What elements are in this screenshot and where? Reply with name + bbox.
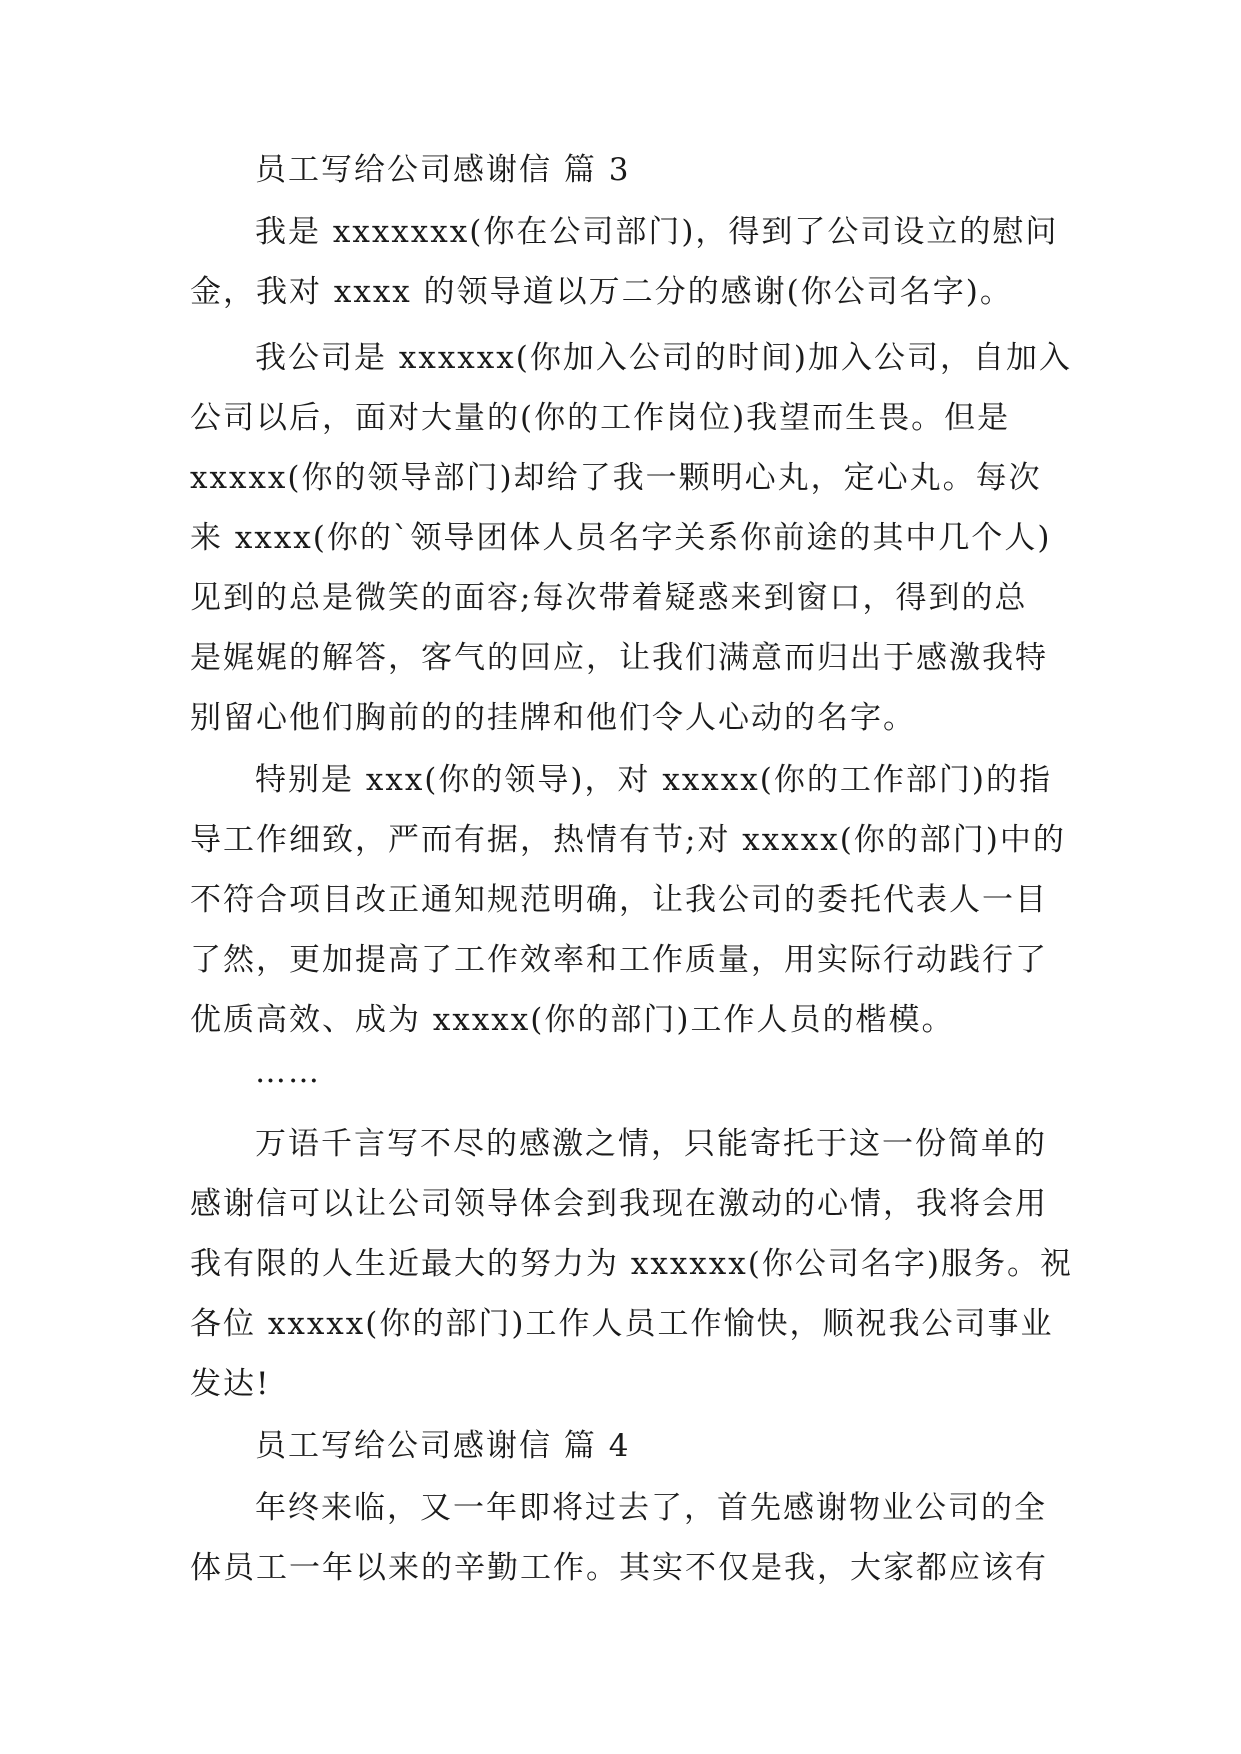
paragraph-line: xxxxx(你的领导部门)却给了我一颗明心丸，定心丸。每次	[190, 460, 1042, 496]
paragraph-line: 万语千言写不尽的感激之情，只能寄托于这一份简单的	[255, 1126, 1047, 1162]
paragraph-line: 各位 xxxxx(你的部门)工作人员工作愉快，顺祝我公司事业	[190, 1306, 1054, 1342]
paragraph-line: 见到的总是微笑的面容;每次带着疑惑来到窗口，得到的总	[190, 580, 1028, 616]
paragraph-line: 别留心他们胸前的的挂牌和他们令人心动的名字。	[190, 700, 916, 736]
section-heading-4: 员工写给公司感谢信 篇 4	[255, 1428, 631, 1464]
paragraph-line: 公司以后，面对大量的(你的工作岗位)我望而生畏。但是	[190, 400, 1011, 436]
paragraph-line: 来 xxxx(你的`领导团体人员名字关系你前途的其中几个人)	[190, 520, 1052, 556]
paragraph-line: 感谢信可以让公司领导体会到我现在激动的心情，我将会用	[190, 1186, 1048, 1222]
section-heading-3: 员工写给公司感谢信 篇 3	[255, 152, 631, 188]
paragraph-line: 我是 xxxxxxx(你在公司部门)，得到了公司设立的慰问	[255, 214, 1059, 250]
paragraph-line: 我有限的人生近最大的努力为 xxxxxx(你公司名字)服务。祝	[190, 1246, 1073, 1282]
paragraph-line: 优质高效、成为 xxxxx(你的部门)工作人员的楷模。	[190, 1002, 955, 1038]
paragraph-line: 发达!	[190, 1366, 271, 1402]
paragraph-line: 是娓娓的解答，客气的回应，让我们满意而归出于感激我特	[190, 640, 1048, 676]
ellipsis-line: ……	[255, 1054, 321, 1090]
paragraph-line: 我公司是 xxxxxx(你加入公司的时间)加入公司，自加入	[255, 340, 1072, 376]
paragraph-line: 体员工一年以来的辛勤工作。其实不仅是我，大家都应该有	[190, 1550, 1048, 1586]
paragraph-line: 导工作细致，严而有据，热情有节;对 xxxxx(你的部门)中的	[190, 822, 1066, 858]
paragraph-line: 不符合项目改正通知规范明确，让我公司的委托代表人一目	[190, 882, 1048, 918]
paragraph-line: 了然，更加提高了工作效率和工作质量，用实际行动践行了	[190, 942, 1048, 978]
paragraph-line: 年终来临，又一年即将过去了，首先感谢物业公司的全	[255, 1490, 1047, 1526]
paragraph-line: 特别是 xxx(你的领导)，对 xxxxx(你的工作部门)的指	[255, 762, 1052, 798]
paragraph-line: 金，我对 xxxx 的领导道以万二分的感谢(你公司名字)。	[190, 274, 1013, 310]
